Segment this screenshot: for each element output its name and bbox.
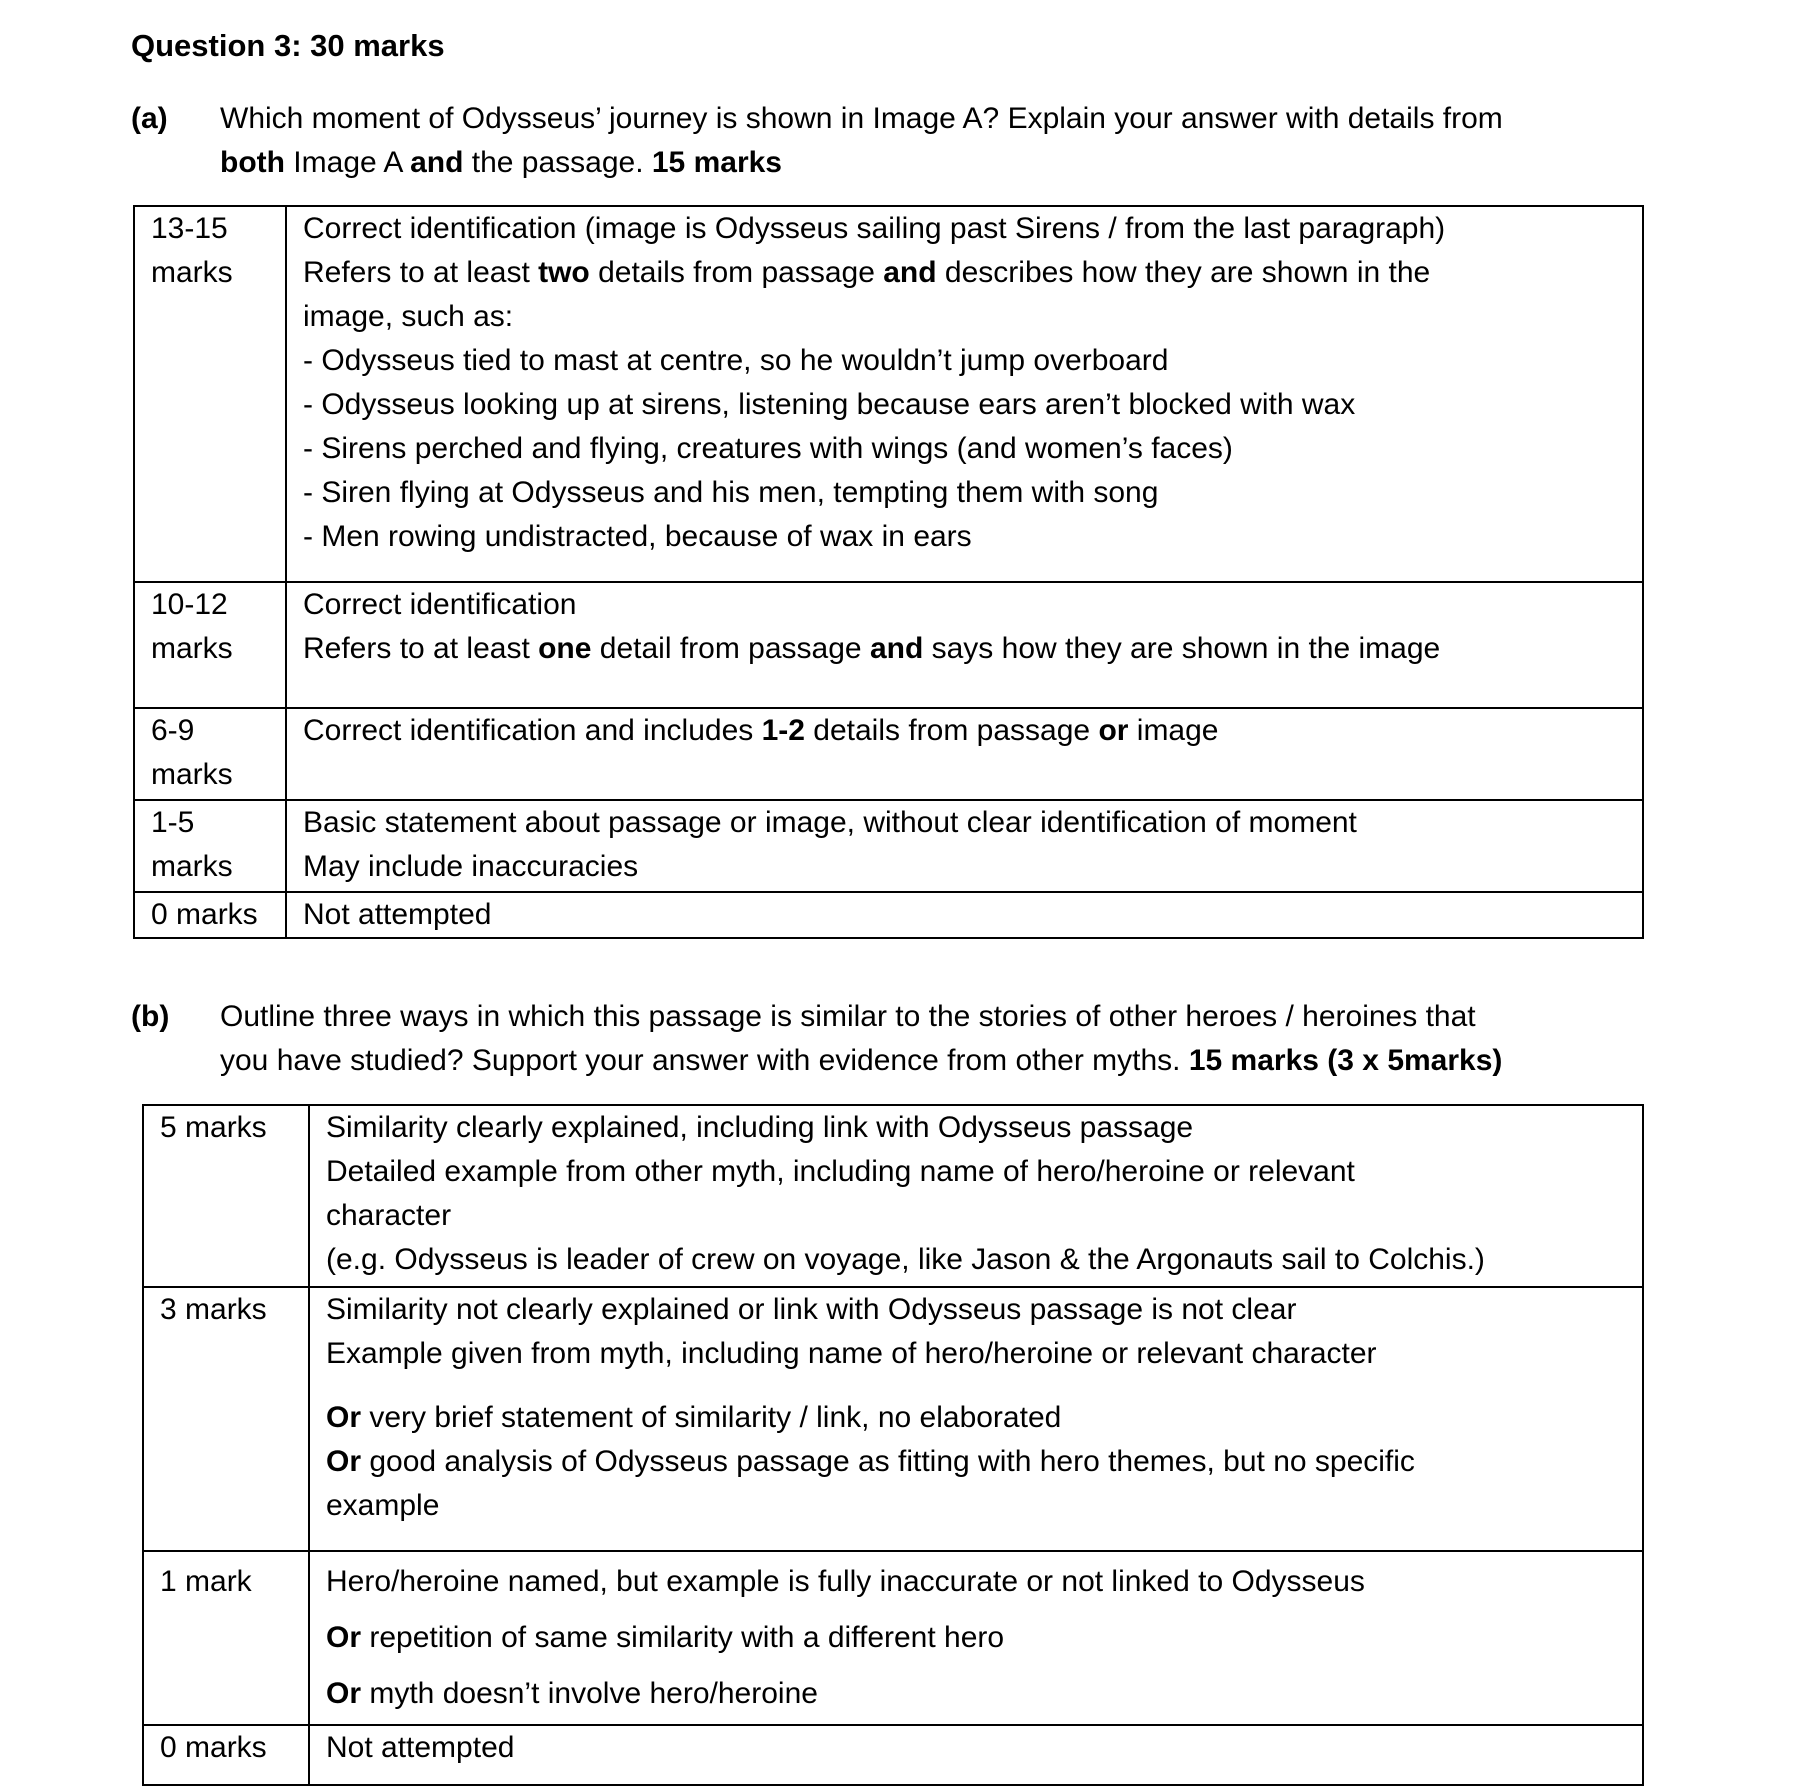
spacer — [326, 1376, 1626, 1396]
criteria-line: Basic statement about passage or image, without clear identification of moment — [303, 806, 1357, 839]
part-b-prompt — [131, 995, 1700, 1083]
criteria-line: Refers to at least one detail from passage and says how they are shown in the image — [303, 632, 1441, 665]
criteria-line: Refers to at least two details from passage and describes how they are shown in the — [303, 256, 1431, 289]
criteria-line: Detailed example from other myth, including name of hero/heroine or relevant — [326, 1155, 1355, 1188]
criteria-line: Not attempted — [326, 1731, 515, 1764]
marks-cell — [143, 1725, 309, 1785]
criteria-line: Similarity clearly explained, including link with Odysseus passage — [326, 1111, 1194, 1144]
criteria-line: (e.g. Odysseus is leader of crew on voyage, like Jason & the Argonauts sail to Colchis.) — [326, 1243, 1485, 1276]
table-row — [143, 1287, 1643, 1551]
part-a-text — [220, 97, 1700, 185]
part-b-label: (b) — [131, 1000, 170, 1033]
criteria-line: Not attempted — [303, 898, 492, 931]
part-b-text — [220, 995, 1700, 1083]
criteria-bullet: - Odysseus tied to mast at centre, so he wouldn’t jump overboard — [303, 344, 1169, 377]
criteria-line: Or myth doesn’t involve hero/heroine — [326, 1677, 818, 1710]
marks-cell — [143, 1287, 309, 1551]
part-a-label: (a) — [131, 102, 168, 135]
criteria-cell — [286, 708, 1643, 800]
part-a-marks: 15 marks — [651, 146, 782, 179]
table-row — [134, 206, 1643, 582]
criteria-line: character — [326, 1199, 452, 1232]
criteria-line: Hero/heroine named, but example is fully inaccurate or not linked to Odysseus — [326, 1565, 1365, 1598]
criteria-line: Example given from myth, including name of hero/heroine or relevant character — [326, 1337, 1377, 1370]
table-row — [143, 1105, 1643, 1287]
criteria-bullet: - Siren flying at Odysseus and his men, tempting them with song — [303, 476, 1159, 509]
marks-band: 1-5 marks — [151, 806, 233, 883]
criteria-cell — [309, 1105, 1643, 1287]
criteria-line: Or good analysis of Odysseus passage as fitting with hero themes, but no specific — [326, 1445, 1415, 1478]
marks-band: 10-12 marks — [151, 588, 233, 665]
criteria-line: image, such as: — [303, 300, 514, 333]
marks-cell — [143, 1105, 309, 1287]
criteria-line: example — [326, 1489, 440, 1522]
criteria-line: Correct identification (image is Odysseus sailing past Sirens / from the last paragraph) — [303, 212, 1446, 245]
criteria-line: May include inaccuracies — [303, 850, 639, 883]
marks-cell — [143, 1551, 309, 1725]
bold-and: and — [410, 146, 464, 179]
criteria-cell — [309, 1551, 1643, 1725]
criteria-bullet: - Odysseus looking up at sirens, listening because ears aren’t blocked with wax — [303, 388, 1356, 421]
table-row — [143, 1725, 1643, 1785]
part-a-prompt-line2 — [220, 141, 1700, 185]
table-row — [134, 708, 1643, 800]
marks-band: 0 marks — [160, 1731, 267, 1764]
criteria-cell — [286, 206, 1643, 582]
rubric-table-a — [133, 205, 1644, 939]
marks-cell — [134, 582, 286, 708]
marks-cell — [134, 892, 286, 938]
part-b-marks: 15 marks (3 x 5marks) — [1188, 1044, 1503, 1077]
rubric-table-b — [142, 1104, 1644, 1786]
criteria-line: Correct identification and includes 1-2 details from passage or image — [303, 714, 1219, 747]
question-title: Question 3: 30 marks — [131, 28, 445, 63]
marks-band: 13-15 marks — [151, 212, 233, 289]
part-a-prompt-line1: Which moment of Odysseus’ journey is shown in Image A? Explain your answer with details from — [220, 102, 1503, 135]
marks-cell — [134, 800, 286, 892]
marks-band: 1 mark — [160, 1565, 252, 1598]
part-b-prompt-line2: you have studied? Support your answer with evidence from other myths. 15 marks (3 x 5marks) — [220, 1044, 1503, 1077]
marks-band: 0 marks — [151, 898, 258, 931]
marks-band: 5 marks — [160, 1111, 267, 1144]
criteria-line: Or repetition of same similarity with a different hero — [326, 1621, 1005, 1654]
criteria-bullet: - Men rowing undistracted, because of wax in ears — [303, 520, 972, 553]
table-row — [143, 1551, 1643, 1725]
criteria-cell — [286, 800, 1643, 892]
criteria-cell — [286, 582, 1643, 708]
criteria-bullet: - Sirens perched and flying, creatures with wings (and women’s faces) — [303, 432, 1233, 465]
marks-cell — [134, 206, 286, 582]
text-image-a: Image A — [284, 146, 411, 179]
criteria-cell — [309, 1287, 1643, 1551]
marks-cell — [134, 708, 286, 800]
text-the-passage: the passage. — [463, 146, 652, 179]
table-row — [134, 800, 1643, 892]
bold-both: both — [220, 146, 285, 179]
part-b-prompt-line1: Outline three ways in which this passage is similar to the stories of other heroes / heroines that — [220, 1000, 1476, 1033]
criteria-line: Similarity not clearly explained or link with Odysseus passage is not clear — [326, 1293, 1297, 1326]
criteria-line: Or very brief statement of similarity / link, no elaborated — [326, 1401, 1062, 1434]
criteria-line: Correct identification — [303, 588, 577, 621]
table-row — [134, 892, 1643, 938]
marks-band: 3 marks — [160, 1293, 267, 1326]
criteria-cell — [309, 1725, 1643, 1785]
part-a-prompt — [131, 97, 1700, 185]
marks-band: 6-9 marks — [151, 714, 233, 791]
table-row — [134, 582, 1643, 708]
criteria-cell — [286, 892, 1643, 938]
